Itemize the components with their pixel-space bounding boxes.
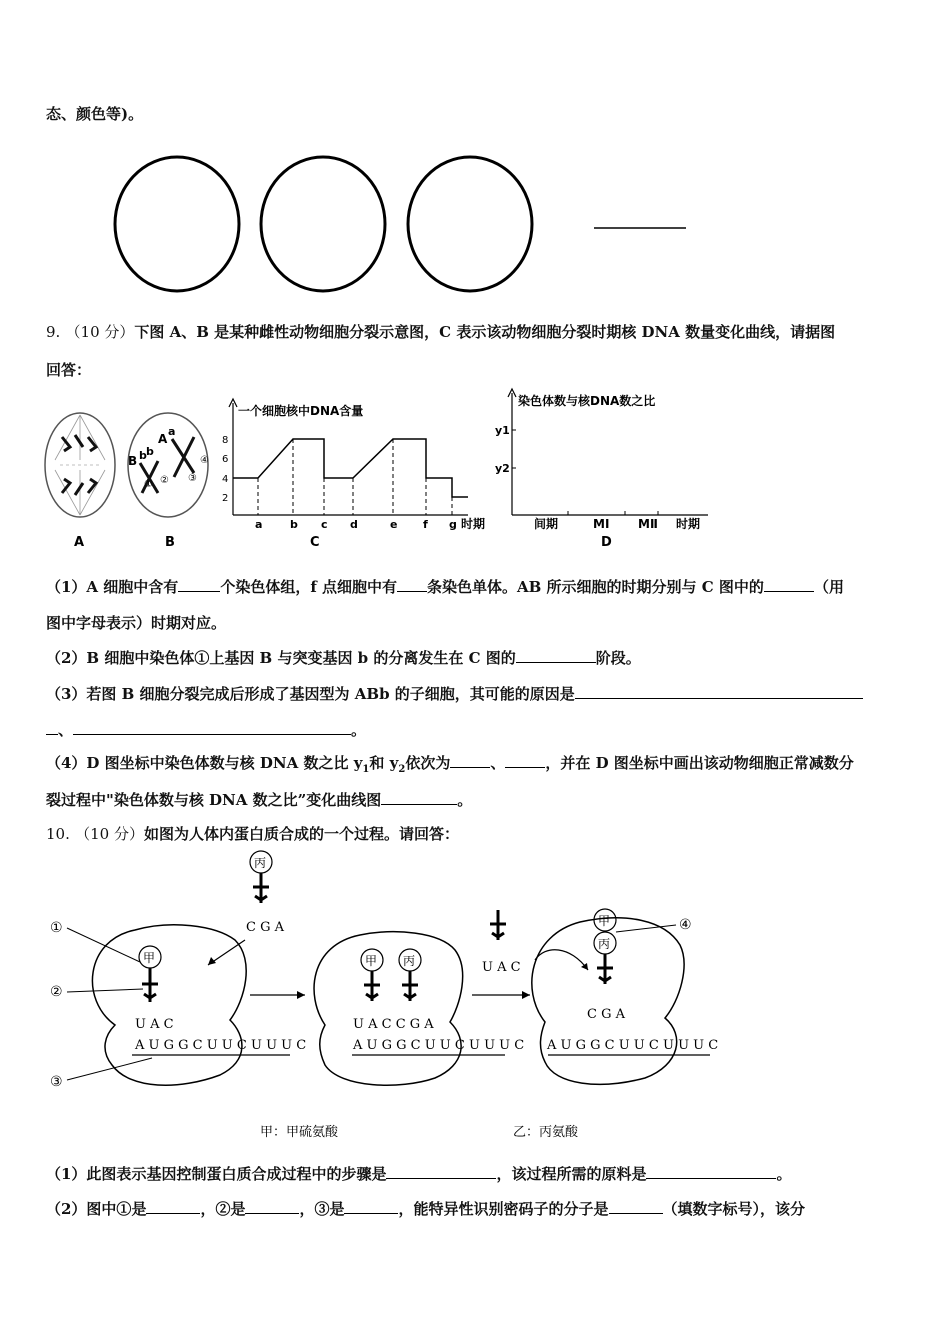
q9-stem-text: 下图 A、B 是某种雌性动物细胞分裂示意图，C 表示该动物细胞分裂时期核 DNA 数量变化曲线，请据图 (134, 323, 836, 341)
anticodon-uaccga: U A C C G A (353, 1017, 434, 1032)
q9-sub1-blank1[interactable] (178, 577, 220, 592)
q9-sub2-a: （2）B 细胞中染色体①上基因 B 与突变基因 b 的分离发生在 C 图的 (46, 649, 516, 667)
trna-leaving (490, 910, 506, 940)
q9-sub4-line2-text: 裂过程中"染色体数与核 DNA 数之比”变化曲线图 (46, 791, 382, 809)
cell-b-label-b2: b (146, 445, 154, 458)
q10-sub1-c: 。 (776, 1165, 792, 1183)
q10-sub1-a: （1）此图表示基因控制蛋白质合成过程中的步骤是 (46, 1165, 387, 1183)
label-2: ② (50, 984, 63, 1000)
q10-sub2-blank2[interactable] (245, 1199, 299, 1214)
drawing-circle-1[interactable] (115, 157, 239, 291)
label-3: ③ (50, 1074, 63, 1090)
q9-sub1 (46, 576, 844, 597)
cell-b-label-b1: b (139, 449, 147, 462)
trna-2a (364, 971, 380, 1001)
stage-arrow-1-head (297, 991, 305, 999)
legend-jia: 甲：甲硫氨酸 (260, 1125, 339, 1140)
graph-d-ylabel: 染色体数与核DNA数之比 (518, 394, 656, 408)
cell-b-label-n2: ② (160, 475, 169, 486)
q9-sub4-sub1: 1 (362, 764, 370, 775)
graph-d-xtick-m1: MⅠ (593, 517, 610, 531)
amino-jia-1-label: 甲 (143, 951, 156, 965)
q9-sub3-b: 、 (58, 721, 74, 739)
q10-sub2-blank4[interactable] (609, 1199, 663, 1214)
q9-stem-line1 (46, 321, 835, 342)
arrow-out-head (581, 963, 588, 970)
q9-sub4-e: ，并在 D 图坐标中画出该动物细胞正常减数分 (545, 754, 854, 772)
codon-cga-in: C G A (246, 920, 284, 935)
q9-sub1-blank2[interactable] (397, 577, 427, 592)
q10-sub2 (46, 1198, 805, 1219)
legend-yi: 乙：丙氨酸 (513, 1125, 579, 1140)
mrna-seq-1: A U G G C U U C U U U C (135, 1038, 307, 1053)
graph-c-ytick-4: 4 (222, 474, 229, 485)
q10-stem-line (46, 823, 459, 844)
cell-b-label-A: A (158, 432, 168, 446)
panel-label-c: C (310, 535, 320, 550)
codon-cga-3: C G A (587, 1007, 625, 1022)
q9-sub1-b: 个染色体组，f 点细胞中有 (220, 578, 397, 596)
graph-c-xtick-g: g (449, 518, 457, 531)
q9-sub1-a: （1）A 细胞中含有 (46, 578, 179, 596)
q10-sub2-a: （2）图中①是 (46, 1200, 147, 1218)
q9-sub1-d: （用 (813, 578, 844, 596)
q9-sub4-c: 依次为 (405, 754, 451, 772)
q9-sub3-line2 (46, 719, 366, 740)
amino-bing-in-label: 丙 (254, 856, 267, 870)
q9-sub4-a: （4）D 图坐标中染色体数与核 DNA 数之比 y (46, 754, 363, 772)
q9-sub1-blank3[interactable] (764, 577, 814, 592)
q9-sub4-d: 、 (490, 754, 506, 772)
q9-sub3-blank1-cont[interactable] (46, 720, 58, 735)
q9-sub1-c: 条染色单体。AB 所示细胞的时期分别与 C 图中的 (427, 578, 764, 596)
q10-sub1-blank1[interactable] (386, 1164, 496, 1179)
ribosome-1 (92, 925, 246, 1085)
q10-sub2-c: ，③是 (299, 1200, 345, 1218)
q9-sub4-blank1[interactable] (450, 753, 490, 768)
q10-sub2-b: ，②是 (200, 1200, 246, 1218)
graph-c-xlabel: 时期 (461, 517, 486, 531)
anticodon-uac-leaving: U A C (482, 960, 521, 975)
graph-c-ytick-8: 8 (222, 435, 229, 446)
label-4: ④ (679, 917, 692, 933)
q9-sub3-blank1[interactable] (575, 684, 863, 699)
q9-number: 9. (46, 323, 61, 341)
q10-sub2-blank3[interactable] (344, 1199, 398, 1214)
arrow-out (535, 950, 588, 970)
graph-d-xtick-m2: MⅡ (638, 517, 658, 531)
amino-bing-3-label: 丙 (598, 937, 611, 951)
drawing-circles (100, 148, 720, 308)
q9-sub3-c: 。 (351, 721, 367, 739)
trna-2b (402, 971, 418, 1001)
q10-sub1-b: ，该过程所需的原料是 (496, 1165, 647, 1183)
q9-figure (40, 385, 730, 555)
q9-points: （10 分） (65, 323, 135, 341)
panel-label-d: D (601, 535, 612, 550)
graph-c-xtick-a: a (255, 518, 263, 531)
q9-stem-line2: 回答： (46, 361, 92, 379)
panel-label-a: A (74, 535, 85, 550)
q9-sub2-blank[interactable] (516, 648, 596, 663)
graph-c-ytick-2: 2 (222, 493, 229, 504)
graph-c-ylabel: 一个细胞核中DNA含量 (238, 404, 364, 418)
trna-3 (597, 954, 613, 984)
ribosome-2 (314, 932, 463, 1085)
leader-2 (67, 989, 143, 992)
cell-b-label-n1: ① (144, 479, 153, 490)
q10-sub2-e: （填数字标号），该分 (662, 1200, 806, 1218)
amino-bing-2-label: 丙 (403, 954, 416, 968)
q9-sub4 (46, 752, 854, 775)
q9-sub4-blank2[interactable] (505, 753, 545, 768)
label-1: ① (50, 920, 63, 936)
stage-arrow-2-head (522, 991, 530, 999)
cell-a (45, 413, 115, 517)
intro-tail: 态、颜色等)。 (46, 105, 144, 123)
q10-sub2-blank1[interactable] (146, 1199, 200, 1214)
trna-1 (142, 968, 158, 1002)
q9-sub3-a: （3）若图 B 细胞分裂完成后形成了基因型为 ABb 的子细胞，其可能的原因是 (46, 685, 575, 703)
drawing-circle-3[interactable] (408, 157, 532, 291)
q10-sub1-blank2[interactable] (646, 1164, 776, 1179)
q10-sub1 (46, 1163, 791, 1184)
leader-1 (67, 928, 140, 962)
graph-d-xtick-interphase: 间期 (534, 517, 559, 531)
mrna-seq-3: A U G G C U U C U U U C (547, 1038, 719, 1053)
q9-sub2 (46, 647, 641, 668)
cell-b (128, 413, 209, 517)
q9-sub4-blank3[interactable] (381, 790, 457, 805)
q10-number: 10. (46, 825, 70, 843)
trna-incoming (253, 873, 269, 903)
q10-stem-text: 如图为人体内蛋白质合成的一个过程。请回答： (143, 825, 459, 843)
q10-figure (40, 850, 740, 1150)
amino-jia-3-label: 甲 (598, 914, 611, 928)
q9-sub4-b: 和 y (369, 754, 399, 772)
graph-c-xtick-f: f (423, 518, 428, 531)
graph-c-xtick-c: c (321, 518, 328, 531)
panel-label-b: B (165, 535, 175, 550)
graph-c-curve (233, 439, 468, 497)
cell-b-label-n3: ③ (188, 473, 197, 484)
graph-c-xtick-d: d (350, 518, 358, 531)
graph-c (222, 399, 485, 531)
anticodon-uac-1: U A C (135, 1017, 174, 1032)
graph-c-xtick-e: e (390, 518, 398, 531)
drawing-circle-2[interactable] (261, 157, 385, 291)
graph-d-ytick-y1: y1 (495, 424, 510, 437)
q9-sub2-b: 阶段。 (595, 649, 641, 667)
q10-sub2-d: ，能特异性识别密码子的分子是 (398, 1200, 609, 1218)
graph-d-xlabel: 时期 (676, 517, 701, 531)
mrna-seq-2: A U G G C U U C U U U C (353, 1038, 525, 1053)
cell-b-label-n4: ④ (200, 455, 209, 466)
graph-d-ytick-y2: y2 (495, 462, 510, 475)
amino-jia-2-label: 甲 (365, 954, 378, 968)
graph-d (495, 389, 708, 531)
q9-sub3-blank2[interactable] (73, 720, 351, 735)
q10-points: （10 分） (75, 825, 144, 843)
q9-sub1-line2: 图中字母表示）时期对应。 (46, 614, 227, 632)
graph-c-ytick-6: 6 (222, 454, 229, 465)
q9-sub4-line2 (46, 789, 472, 810)
cell-b-label-a: a (168, 425, 176, 438)
graph-c-xtick-b: b (290, 518, 298, 531)
q9-sub4-end: 。 (457, 791, 473, 809)
q9-sub3 (46, 683, 863, 704)
cell-b-label-B: B (128, 454, 138, 468)
q9-sub4-sub2: 2 (398, 764, 406, 775)
